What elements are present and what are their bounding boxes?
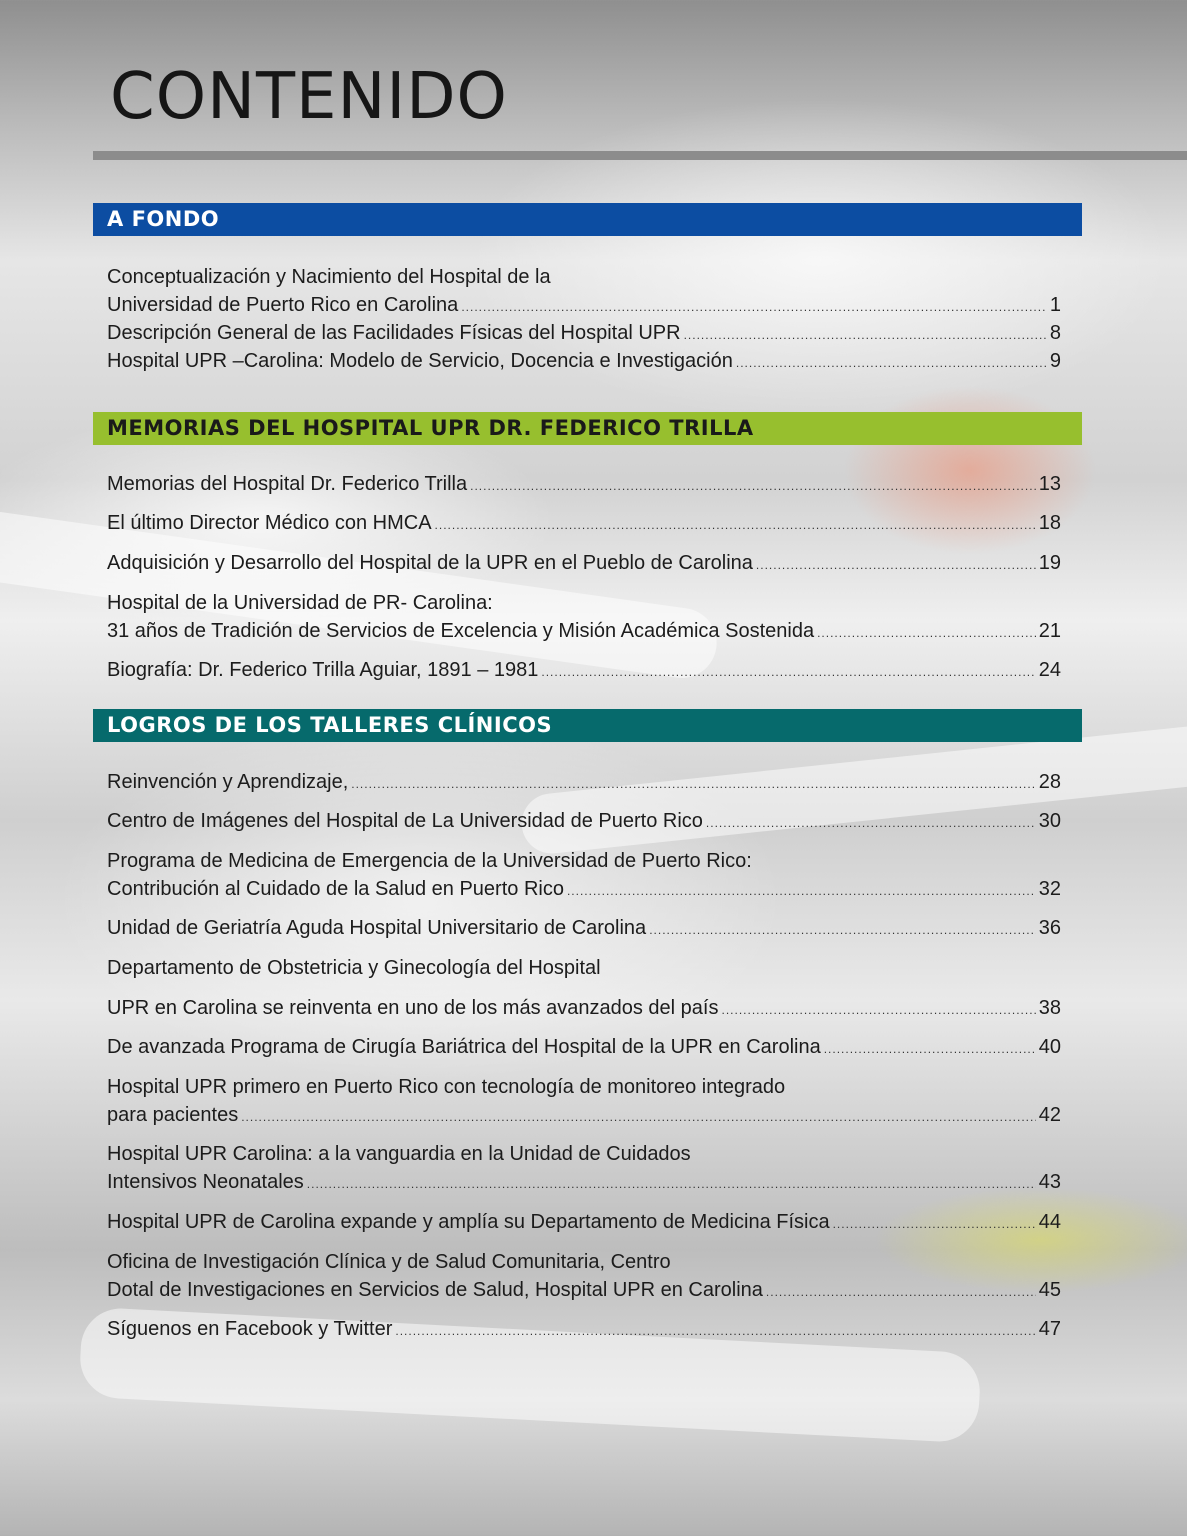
dot-leader (351, 770, 1035, 798)
section-heading-memorias: MEMORIAS DEL HOSPITAL UPR DR. FEDERICO TRILLA (93, 412, 1082, 445)
dot-leader (395, 1317, 1035, 1345)
dot-leader (435, 511, 1036, 539)
dot-leader (833, 1210, 1036, 1238)
dot-leader (470, 472, 1036, 500)
toc-entry-text: Reinvención y Aprendizaje, (107, 771, 349, 793)
page-number: 21 (1038, 620, 1061, 642)
toc-entry[interactable] (107, 509, 1061, 537)
toc-entry[interactable] (107, 1168, 1061, 1196)
toc-entry[interactable] (107, 1208, 1061, 1236)
toc-entry-text: El último Director Médico con HMCA (107, 512, 432, 534)
toc-entry[interactable] (107, 470, 1061, 498)
toc-entry-text: Hospital UPR –Carolina: Modelo de Servicio, Docencia e Investigación (107, 350, 733, 372)
dot-leader (817, 619, 1036, 647)
page-number: 45 (1038, 1279, 1061, 1301)
dot-leader (736, 349, 1047, 377)
toc-entry-text: Adquisición y Desarrollo del Hospital de la UPR en el Pueblo de Carolina (107, 552, 753, 574)
page-number: 24 (1038, 659, 1061, 681)
toc-entry-text: Centro de Imágenes del Hospital de La Universidad de Puerto Rico (107, 810, 703, 832)
dot-leader (461, 293, 1047, 321)
toc-entry-text: Descripción General de las Facilidades Físicas del Hospital UPR (107, 322, 681, 344)
dot-leader (766, 1278, 1036, 1306)
page-number: 30 (1038, 810, 1061, 832)
page-number: 19 (1038, 552, 1061, 574)
section-heading-logros: LOGROS DE LOS TALLERES CLÍNICOS (93, 709, 1082, 742)
page-number: 38 (1038, 997, 1061, 1019)
toc-entry-text: Síguenos en Facebook y Twitter (107, 1318, 393, 1340)
toc-entry-text[interactable]: Hospital UPR Carolina: a la vanguardia en la Unidad de Cuidados (107, 1143, 691, 1165)
toc-entry-text: Hospital UPR de Carolina expande y amplía su Departamento de Medicina Física (107, 1211, 830, 1233)
toc-entry-text: Unidad de Geriatría Aguda Hospital Universitario de Carolina (107, 917, 647, 939)
toc-entry-text: Biografía: Dr. Federico Trilla Aguiar, 1891 – 1981 (107, 659, 539, 681)
toc-entry[interactable] (107, 875, 1061, 903)
page-number: 42 (1038, 1104, 1061, 1126)
page-number: 13 (1038, 473, 1061, 495)
dot-leader (706, 809, 1036, 837)
toc-entry-text[interactable]: Departamento de Obstetricia y Ginecología del Hospital (107, 957, 601, 979)
toc-entry-text[interactable]: Conceptualización y Nacimiento del Hospital de la (107, 266, 551, 288)
toc-entry[interactable] (107, 617, 1061, 645)
page-number: 18 (1038, 512, 1061, 534)
toc-entry-text[interactable]: Programa de Medicina de Emergencia de la Universidad de Puerto Rico: (107, 850, 752, 872)
toc-entry[interactable] (107, 656, 1061, 684)
toc-entry[interactable] (107, 1033, 1061, 1061)
toc-entry[interactable] (107, 1276, 1061, 1304)
toc-entry-text[interactable]: Hospital de la Universidad de PR- Carolina: (107, 592, 493, 614)
toc-entry-text: Universidad de Puerto Rico en Carolina (107, 294, 459, 316)
page-number: 44 (1038, 1211, 1061, 1233)
toc-entry-text: para pacientes (107, 1104, 239, 1126)
toc-entry[interactable] (107, 994, 1061, 1022)
dot-leader (649, 916, 1036, 944)
toc-entry-text[interactable]: Hospital UPR primero en Puerto Rico con tecnología de monitoreo integrado (107, 1076, 786, 1098)
toc-entry[interactable] (107, 914, 1061, 942)
dot-leader (824, 1035, 1036, 1063)
page-number: 8 (1049, 322, 1061, 344)
dot-leader (684, 321, 1047, 349)
toc-entry[interactable] (107, 768, 1061, 796)
title-rule (93, 151, 1187, 160)
toc-entry[interactable] (107, 291, 1061, 319)
dot-leader (307, 1170, 1036, 1198)
dot-leader (241, 1103, 1036, 1131)
page-title: CONTENIDO (110, 60, 508, 134)
toc-entry[interactable] (107, 549, 1061, 577)
page-number: 40 (1038, 1036, 1061, 1058)
section-heading-a-fondo: A FONDO (93, 203, 1082, 236)
toc-entry[interactable] (107, 319, 1061, 347)
toc-entry[interactable] (107, 1315, 1061, 1343)
toc-entry-text: De avanzada Programa de Cirugía Bariátrica del Hospital de la UPR en Carolina (107, 1036, 821, 1058)
dot-leader (541, 658, 1035, 686)
toc-entry-text: Dotal de Investigaciones en Servicios de Salud, Hospital UPR en Carolina (107, 1279, 763, 1301)
toc-entry-text: 31 años de Tradición de Servicios de Excelencia y Misión Académica Sostenida (107, 620, 815, 642)
dot-leader (567, 877, 1036, 905)
toc-entry-text: Memorias del Hospital Dr. Federico Trilla (107, 473, 468, 495)
page-number: 32 (1038, 878, 1061, 900)
page-number: 1 (1049, 294, 1061, 316)
dot-leader (721, 996, 1035, 1024)
toc-entry-text[interactable]: Oficina de Investigación Clínica y de Salud Comunitaria, Centro (107, 1251, 671, 1273)
page-number: 9 (1049, 350, 1061, 372)
page-number: 43 (1038, 1171, 1061, 1193)
toc-entry[interactable] (107, 807, 1061, 835)
dot-leader (756, 551, 1036, 579)
toc-entry-text: UPR en Carolina se reinventa en uno de los más avanzados del país (107, 997, 719, 1019)
toc-entry-text: Intensivos Neonatales (107, 1171, 304, 1193)
page-number: 28 (1038, 771, 1061, 793)
toc-entry[interactable] (107, 347, 1061, 375)
toc-entry[interactable] (107, 1101, 1061, 1129)
page-number: 47 (1038, 1318, 1061, 1340)
page-number: 36 (1038, 917, 1061, 939)
toc-entry-text: Contribución al Cuidado de la Salud en Puerto Rico (107, 878, 564, 900)
